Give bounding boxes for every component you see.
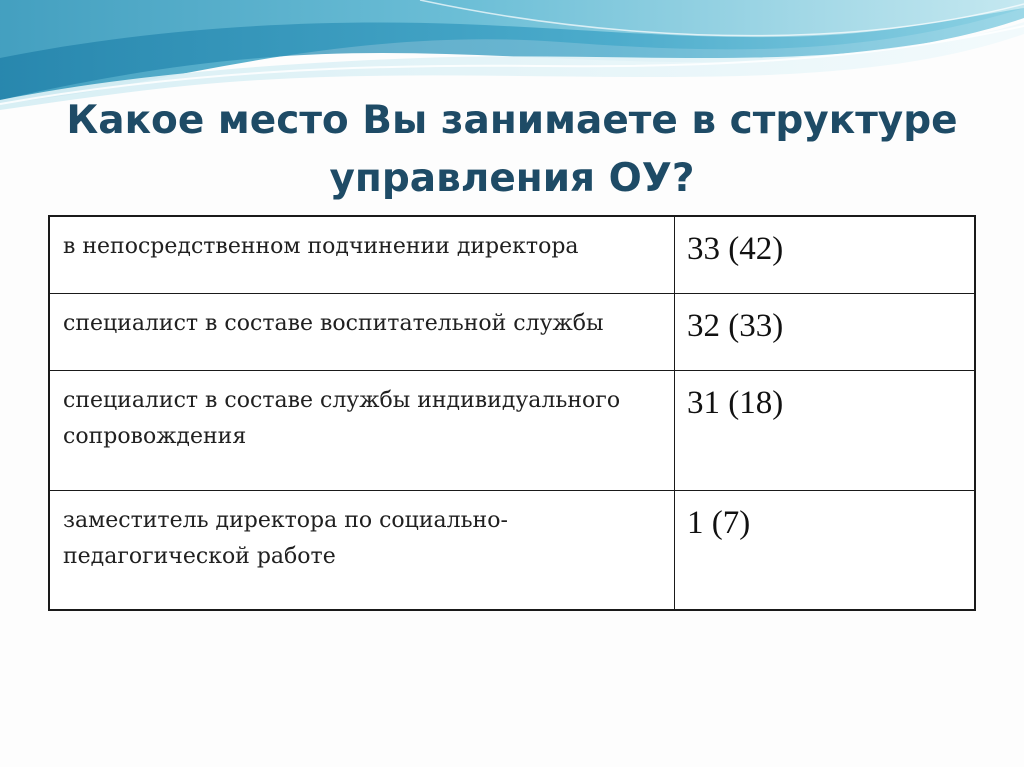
row-value: 31 (18) (687, 385, 784, 422)
row-value-cell (675, 371, 975, 490)
table-row (50, 371, 974, 490)
row-label: заместитель директора по социально-педагогической работе (63, 507, 508, 569)
title-line-2: управления ОУ? (329, 156, 695, 201)
table-row (50, 217, 974, 294)
row-label: в непосредственном подчинении директора (63, 234, 579, 259)
row-value: 1 (7) (687, 504, 751, 541)
row-label-cell (50, 371, 675, 490)
row-value: 32 (33) (687, 308, 784, 345)
table-row (50, 490, 974, 609)
row-label-cell (50, 217, 675, 294)
row-label: специалист в составе службы индивидуального сопровождения (63, 388, 621, 450)
title-line-1: Какое место Вы занимаете в структуре (66, 98, 958, 143)
row-value: 33 (42) (687, 231, 784, 267)
row-value-cell (675, 490, 975, 609)
table-row (50, 294, 974, 371)
row-label-cell (50, 490, 675, 609)
results-table (48, 215, 976, 611)
row-value-cell (675, 217, 975, 294)
slide-title (40, 92, 984, 208)
row-label: специалист в составе воспитательной службы (63, 311, 604, 337)
row-value-cell (675, 294, 975, 371)
row-label-cell (50, 294, 675, 371)
